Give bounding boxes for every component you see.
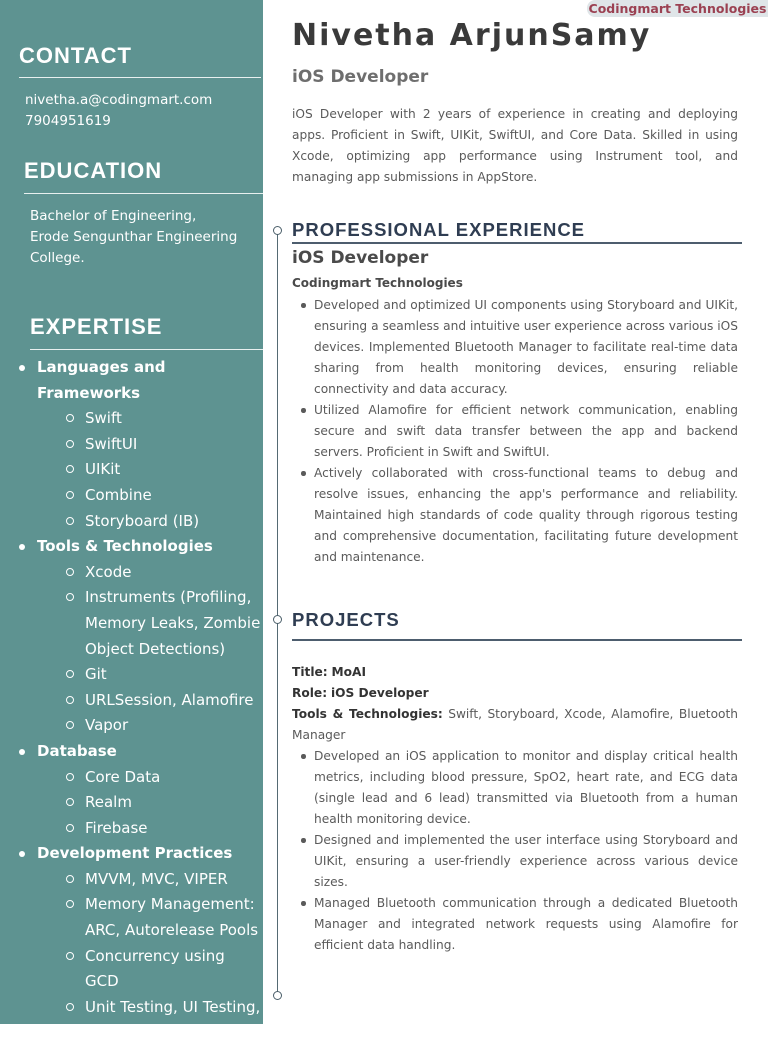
expertise-category-label: Development Practices: [37, 844, 233, 863]
candidate-name: Nivetha ArjunSamy: [292, 18, 652, 53]
project-title: [292, 662, 738, 683]
summary-paragraph: iOS Developer with 2 years of experience in creating and deploying apps. Proficient in Swift, UIKit, SwiftUI, and Core Data. Skilled in using Xcode, optimizing app performance using Instrument tool, and managing app submissions in AppStore.: [292, 107, 738, 184]
experience-bullet: Developed and optimized UI components using Storyboard and UIKit, ensuring a seamless and intuitive user experience across various iOS devices. Implemented Bluetooth Manager to facilitate real-time data sharing from health monitoring devices, ensuring reliable connectivity and data accuracy.: [292, 295, 738, 400]
projects-heading: PROJECTS: [292, 609, 400, 630]
project-role-value: iOS Developer: [330, 686, 429, 700]
timeline-dot: [273, 226, 282, 235]
expertise-category-label: Languages and Frameworks: [37, 358, 166, 402]
contact-email[interactable]: nivetha.a@codingmart.com: [25, 92, 213, 108]
expertise-category-label: Tools & Technologies: [37, 537, 213, 556]
expertise-item: Combine: [37, 483, 261, 509]
job-title: iOS Developer: [292, 248, 429, 268]
expertise-item: SwiftUI: [37, 432, 261, 458]
project-role-label: Role:: [292, 686, 328, 700]
timeline-dot: [273, 991, 282, 1000]
expertise-item: Swift: [37, 406, 261, 432]
education-line: Bachelor of Engineering,: [30, 208, 197, 224]
expertise-item: UIKit: [37, 457, 261, 483]
experience-heading: PROFESSIONAL EXPERIENCE: [292, 219, 586, 240]
project-bullet: Designed and implemented the user interface using Storyboard and UIKit, ensuring a user-friendly experience across various device sizes.: [292, 830, 738, 893]
expertise-item: URLSession, Alamofire: [37, 688, 261, 714]
expertise-list: [16, 355, 261, 1046]
project-role: [292, 683, 738, 704]
job-company: Codingmart Technologies: [292, 276, 463, 290]
experience-bullets: [292, 295, 738, 568]
project-tools: [292, 704, 738, 746]
experience-divider: [292, 242, 742, 244]
expertise-item: Core Data: [37, 765, 261, 791]
expertise-category: [16, 739, 261, 841]
expertise-item: Memory Management: ARC, Autorelease Pools: [37, 892, 261, 943]
project-bullet: Managed Bluetooth communication through a dedicated Bluetooth Manager and integrated network requests using Alamofire for efficient data handling.: [292, 893, 738, 956]
education-line: Erode Sengunthar Engineering: [30, 229, 238, 245]
expertise-item: Concurrency using GCD: [37, 944, 261, 995]
expertise-category-label: Database: [37, 741, 117, 760]
expertise-category: [16, 841, 261, 1046]
education-line: College.: [30, 250, 85, 266]
project-bullets: [292, 746, 738, 956]
candidate-role: iOS Developer: [292, 67, 429, 87]
expertise-item: Firebase: [37, 816, 261, 842]
project-title-value: MoAI: [331, 665, 366, 679]
project-title-label: Title:: [292, 665, 328, 679]
expertise-item: Vapor: [37, 713, 261, 739]
contact-phone[interactable]: 7904951619: [25, 113, 111, 129]
experience-bullet: Utilized Alamofire for efficient network communication, enabling secure and swift data transfer between the app and backend servers. Proficient in Swift and SwiftUI.: [292, 400, 738, 463]
contact-divider: [19, 77, 261, 78]
expertise-item: MVVM, MVC, VIPER: [37, 867, 261, 893]
expertise-item: Git: [37, 662, 261, 688]
expertise-item: Instruments (Profiling, Memory Leaks, Zombie Object Detections): [37, 585, 261, 662]
projects-divider: [292, 639, 742, 641]
expertise-item: Unit Testing, UI Testing, XCTest: [37, 995, 261, 1046]
timeline-dot: [273, 615, 282, 624]
expertise-divider: [30, 349, 263, 350]
company-tag: Codingmart Technologies: [588, 1, 767, 16]
project-tools-label: Tools & Technologies:: [292, 707, 443, 721]
project-tools-value: Swift, Storyboard, Xcode, Alamofire, Bluetooth Manager: [292, 707, 739, 742]
expertise-heading: EXPERTISE: [30, 314, 163, 339]
expertise-item: Realm: [37, 790, 261, 816]
expertise-item: Storyboard (IB): [37, 509, 261, 535]
timeline-line: [277, 231, 278, 997]
expertise-category: [16, 355, 261, 534]
education-divider: [24, 193, 263, 194]
expertise-category: [16, 534, 261, 739]
sidebar: [0, 0, 263, 1042]
experience-bullet: Actively collaborated with cross-functional teams to debug and resolve issues, enhancing the app's performance and reliability. Maintained high standards of code quality through rigorous testing and comprehensive documentation, facilitating future development and maintenance.: [292, 463, 738, 568]
expertise-item: Xcode: [37, 560, 261, 586]
education-heading: EDUCATION: [24, 158, 163, 183]
project-bullet: Developed an iOS application to monitor and display critical health metrics, including blood pressure, SpO2, heart rate, and ECG data (single lead and 6 lead) transmitted via Bluetooth from a human health monitoring device.: [292, 746, 738, 830]
contact-heading: CONTACT: [19, 43, 132, 68]
